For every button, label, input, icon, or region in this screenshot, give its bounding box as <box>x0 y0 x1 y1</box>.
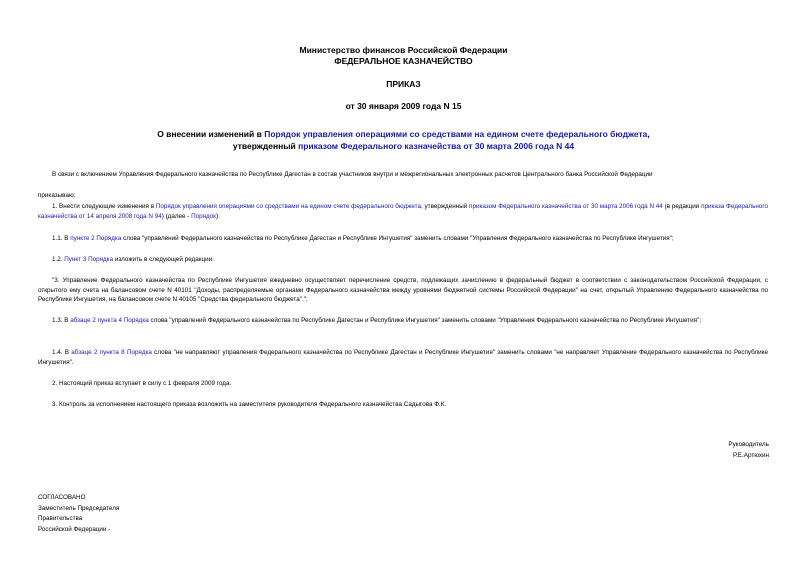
intro-paragraph: В связи с включением Управления Федерального казначейства по Республике Дагестан в состав участников внутри и межрегиональных электронных расчетов Центрального банка Российской Федерации <box>52 171 653 178</box>
doc-title-line1 <box>0 129 807 141</box>
title-prefix: О внесении изменений в <box>157 129 265 139</box>
title-link-order[interactable]: приказом Федерального казначейства от 30 марта 2006 года N 44 <box>298 141 575 151</box>
p11-text-b: слова "управлений Федерального казначейства по Республике Дагестан и Республике Ингушетия" заменить словами "Управления Федерального казначейства по Республике Ингушетия"; <box>121 235 674 242</box>
p13-link[interactable]: абзаце 2 пункта 4 Порядка <box>70 317 149 324</box>
p12-text-b: изложить в следующей редакции: <box>113 256 214 263</box>
agreed-line-2: Заместитель Председателя <box>38 505 120 512</box>
p1-link-order-94[interactable]: приказа Федерального казначейства от 14 апреля 2008 года N 94 <box>38 203 768 220</box>
agreed-line-4: Российской Федерации - <box>38 526 111 533</box>
signature-name: Р.Е.Артюхин <box>733 452 769 459</box>
paragraph-1 <box>38 202 768 221</box>
p14-text-a: 1.4. В <box>52 349 72 356</box>
doc-type: ПРИКАЗ <box>386 79 421 89</box>
paragraph-1-4 <box>38 348 768 367</box>
p1-text-e: ): <box>215 212 220 220</box>
agreed-heading: СОГЛАСОВАНО <box>38 494 86 501</box>
paragraph-1-3 <box>38 316 768 326</box>
p11-link[interactable]: пункте 2 Порядка <box>70 235 122 242</box>
ministry-name: Министерство финансов Российской Федерации <box>299 45 508 55</box>
p1-text-a: 1. Внести следующие изменения в <box>52 203 156 210</box>
p1-link-procedure[interactable]: Порядок управления операциями со средствами на едином счете федерального бюджета <box>155 203 421 210</box>
agreed-line-3: Правительства <box>38 515 83 522</box>
title-line2-prefix: утвержденный <box>232 141 299 151</box>
p14-text-b: слова "не направляют управления Федерального казначейства по Республике Дагестан и Республике Ингушетия" заменить словами "не направляет Управление Федерального казначейства по Республике Ингушетия". <box>38 349 768 366</box>
paragraph-2: 2. Настоящий приказ вступает в силу с 1 февраля 2009 года. <box>52 380 232 387</box>
paragraph-3: 3. Контроль за исполнением настоящего приказа возложить на заместителя руководителя Федерального казначейства Садыгова Ф.К. <box>52 401 447 408</box>
treasury-name: ФЕДЕРАЛЬНОЕ КАЗНАЧЕЙСТВО <box>334 56 473 66</box>
paragraph-1-1 <box>38 234 768 244</box>
p1-text-c: (в редакции <box>662 203 702 210</box>
quoted-paragraph-3: "3. Управление Федерального казначейства по Республике Ингушетия ежедневно осуществляет перечисление средств, подлежащих зачислению в федеральный бюджет в соответствии с законодательством Российской Федерации, с открытого ему счета на балансовом счете N 40101 "Доходы, распределяемые органами Федерального казначейства между уровнями бюджетной системы Российской Федерации" на счет, открытый Управлению Федерального казначейства по Республике Ингушетия, на балансовом счете N 40105 "Средства федерального бюджета"."; <box>38 277 768 303</box>
p11-text-a: 1.1. В <box>52 235 71 242</box>
p12-text-a: 1.2. <box>52 256 65 263</box>
p12-link[interactable]: Пункт 3 Порядка <box>64 256 114 263</box>
title-link-procedure[interactable]: Порядок управления операциями со средствами на едином счете федерального бюджета <box>264 129 648 139</box>
p1-link-poryadok[interactable]: Порядок <box>191 212 216 220</box>
p13-text-a: 1.3. В <box>52 317 71 324</box>
p1-link-order-44[interactable]: приказом Федерального казначейства от 30 марта 2006 года N 44 <box>469 203 663 210</box>
paragraph-1-2 <box>38 255 768 265</box>
signature-role: Руководитель <box>728 441 769 448</box>
p1-text-d: ) (далее - <box>161 212 192 220</box>
title-comma: , <box>647 129 650 139</box>
p14-link[interactable]: абзаце 2 пункта 8 Порядка <box>71 349 152 356</box>
p13-text-b: слова "управлений Федерального казначейства по Республике Дагестан и Республике Ингушетия" заменить словами "Управления Федерального казначейства по Республике Ингушетия"; <box>148 317 702 324</box>
order-word: приказываю: <box>38 192 76 199</box>
p1-text-b: , утвержденный <box>420 203 470 210</box>
doc-title-line2 <box>0 141 807 153</box>
doc-date: от 30 января 2009 года N 15 <box>345 101 462 111</box>
